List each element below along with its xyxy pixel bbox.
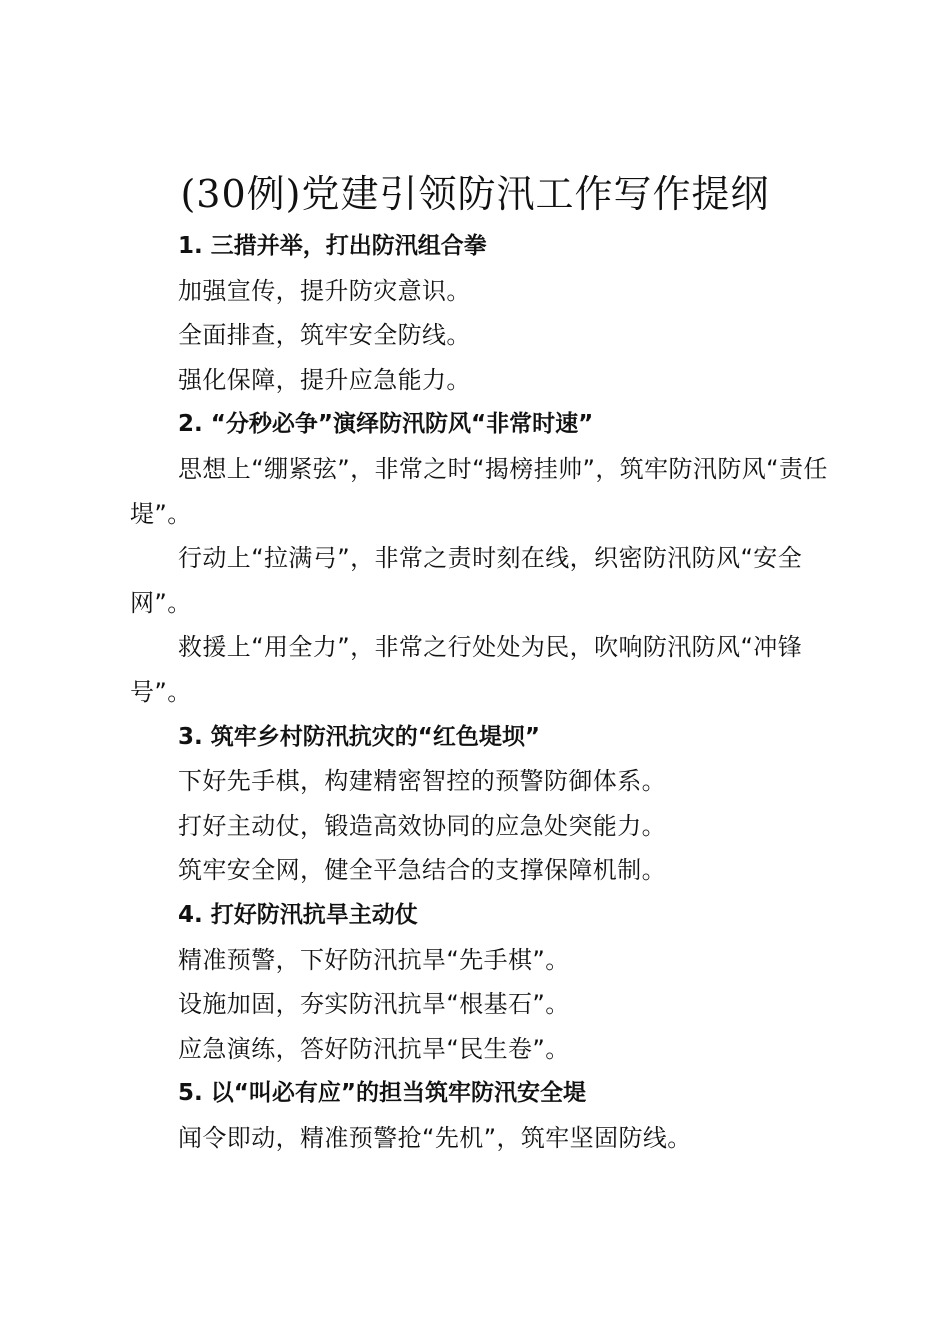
document-title: (30例)党建引领防汛工作写作提纲 [180,172,770,216]
paragraph: 应急演练，答好防汛抗旱“民生卷”。 [178,1034,570,1063]
document-body [130,224,830,1160]
paragraph: 筑牢安全网，健全平急结合的支撑保障机制。 [178,856,666,885]
section-heading: 2. “分秒必争”演绎防汛防风“非常时速” [178,411,594,438]
section-3 [130,715,830,893]
section-heading: 4. 打好防汛抗旱主动仗 [178,901,418,928]
paragraph: 下好先手棋，构建精密智控的预警防御体系。 [178,767,666,796]
paragraph: 行动上“拉满弓”，非常之责时刻在线，织密防汛防风“安全网”。 [130,544,803,617]
section-heading: 1. 三措并举，打出防汛组合拳 [178,233,487,259]
section-5 [130,1071,830,1160]
paragraph: 精准预警，下好防汛抗旱“先手棋”。 [178,945,570,974]
section-2 [130,402,830,714]
paragraph: 强化保障，提升应急能力。 [178,365,471,394]
section-heading: 5. 以“叫必有应”的担当筑牢防汛安全堤 [178,1080,586,1107]
paragraph: 思想上“绷紧弦”，非常之时“揭榜挂帅”，筑牢防汛防风“责任堤”。 [130,454,828,528]
paragraph: 打好主动仗，锻造高效协同的应急处突能力。 [178,811,666,840]
paragraph: 加强宣传，提升防灾意识。 [178,276,471,305]
section-4 [130,893,830,1071]
section-1 [130,224,830,402]
section-heading: 3. 筑牢乡村防汛抗灾的“红色堤坝” [178,723,540,750]
paragraph: 全面排查，筑牢安全防线。 [178,321,471,350]
paragraph: 救援上“用全力”，非常之行处处为民，吹响防汛防风“冲锋号”。 [130,633,803,706]
paragraph: 闻令即动，精准预警抢“先机”，筑牢坚固防线。 [178,1123,692,1152]
paragraph: 设施加固，夯实防汛抗旱“根基石”。 [178,990,570,1019]
